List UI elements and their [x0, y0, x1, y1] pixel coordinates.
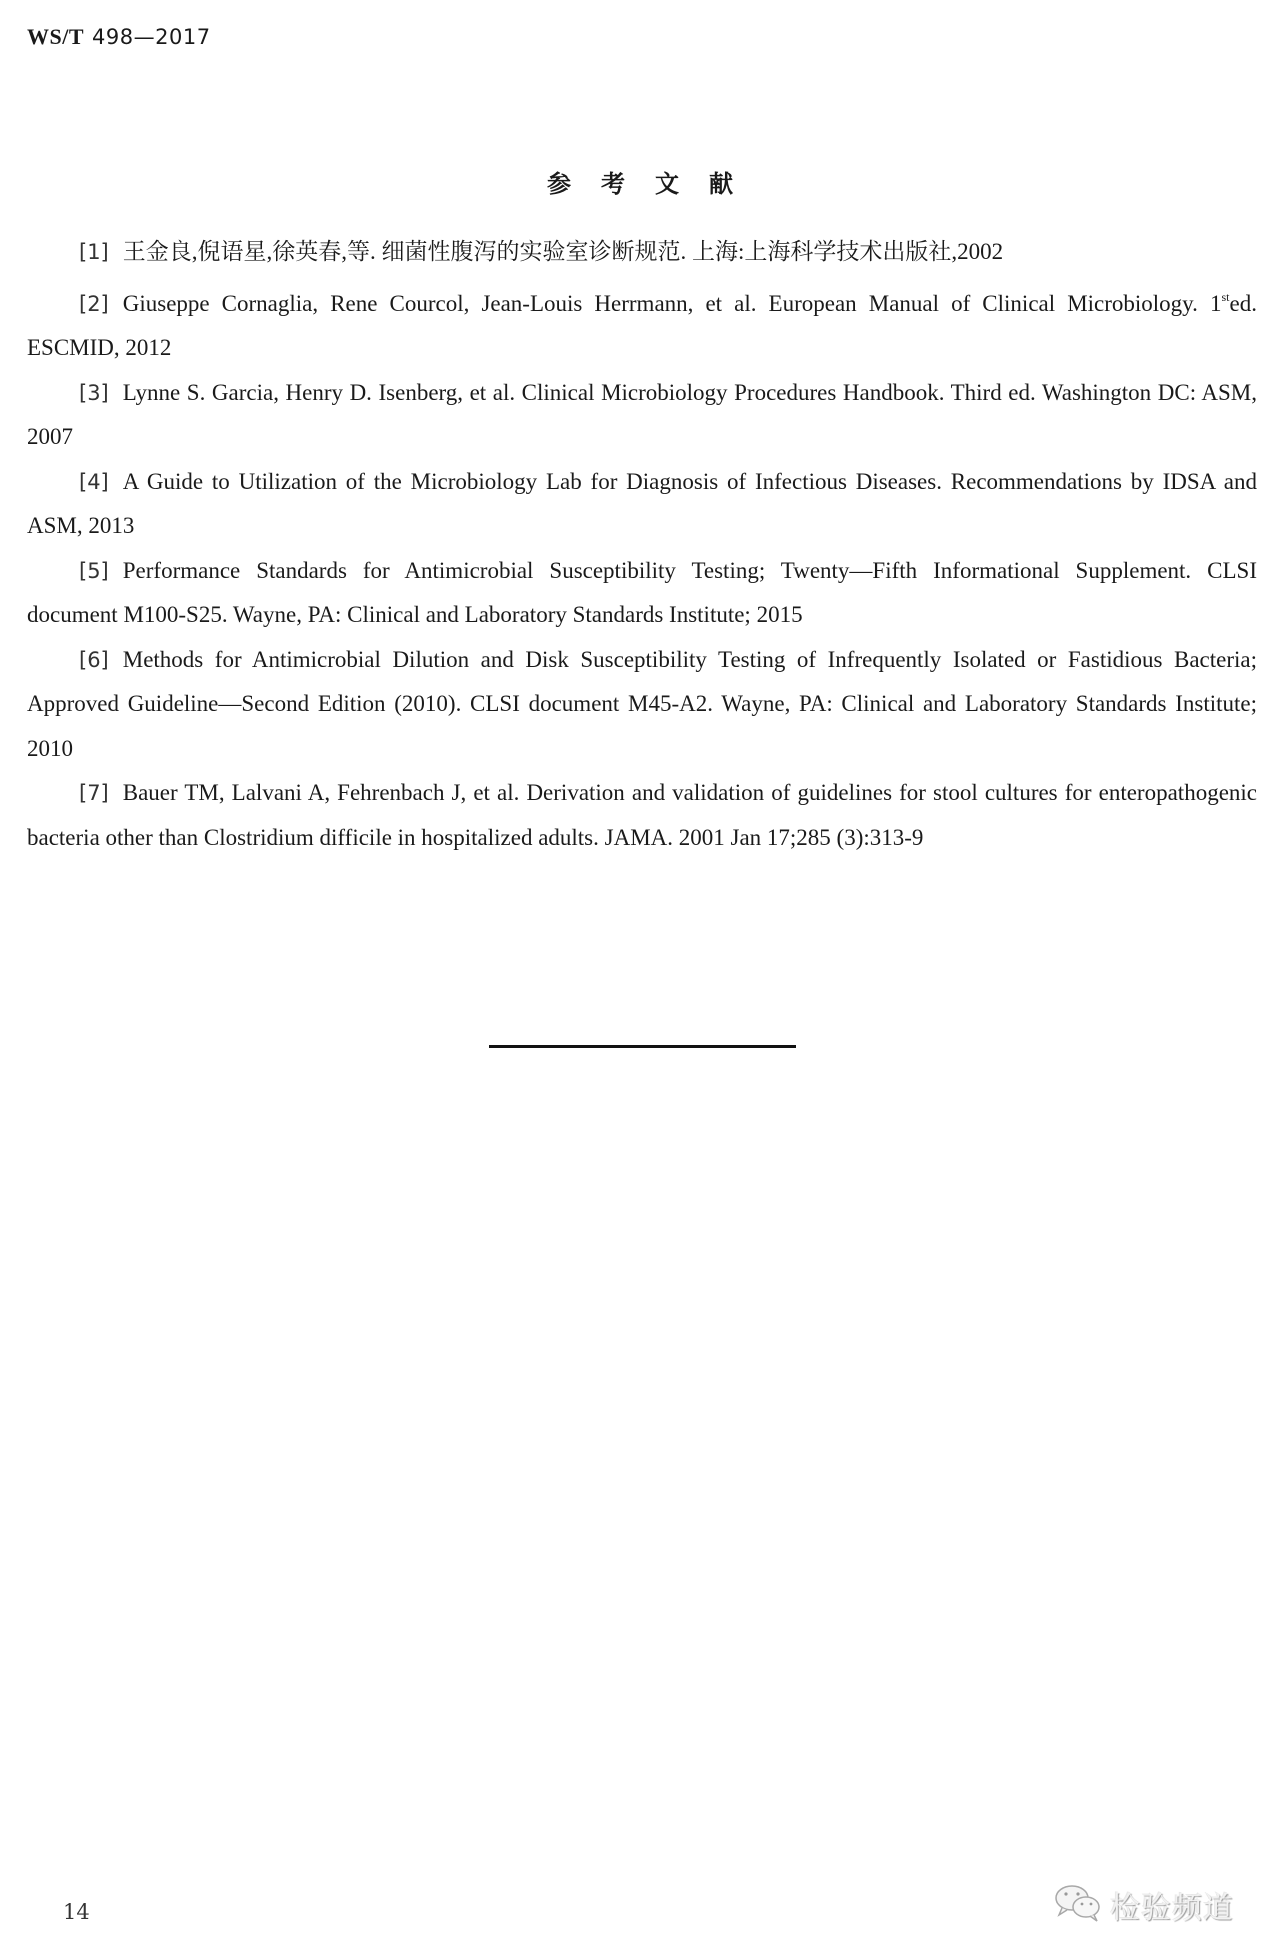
- reference-text: 王金良,倪语星,徐英春,等. 细菌性腹泻的实验室诊断规范. 上海:上海科学技术出版社,2002: [122, 239, 1004, 264]
- page-number: 14: [63, 1900, 90, 1924]
- reference-item: [27, 638, 1257, 772]
- reference-text: Giuseppe Cornaglia, Rene Courcol, Jean-Louis Herrmann, et al. European Manual of Clinical Microbiology. 1: [122, 290, 1222, 316]
- reference-text: Lynne S. Garcia, Henry D. Isenberg, et al. Clinical Microbiology Procedures Handbook. Third ed. Washington DC: ASM, 2007: [27, 379, 1257, 449]
- reference-label: [7]: [79, 781, 109, 805]
- standard-number: 498—2017: [92, 25, 211, 49]
- reference-label: [5]: [79, 558, 109, 583]
- reference-item: [27, 460, 1257, 549]
- reference-text: Performance Standards for Antimicrobial Susceptibility Testing; Twenty—Fifth Informational Supplement. CLSI document M100-S25. Wayne, PA: Clinical and Laboratory Standards Institute; 2015: [27, 557, 1257, 627]
- reference-item: [27, 275, 1257, 371]
- standard-code: [27, 24, 211, 50]
- watermark: [1052, 1882, 1234, 1927]
- reference-text: A Guide to Utilization of the Microbiology Lab for Diagnosis of Infectious Diseases. Recommendations by IDSA and ASM, 2013: [27, 468, 1257, 538]
- reference-item: [27, 771, 1257, 860]
- standard-prefix: WS/T: [27, 24, 85, 49]
- reference-label: [2]: [79, 291, 109, 316]
- reference-text: Methods for Antimicrobial Dilution and Disk Susceptibility Testing of Infrequently Isolated or Fastidious Bacteria; Approved Guideline—Second Edition (2010). CLSI document M45-A2. Wayne, PA: Clinical and Laboratory Standards Institute; 2010: [27, 646, 1257, 761]
- reference-item: [27, 371, 1257, 460]
- reference-item: [27, 549, 1257, 638]
- reference-text: Bauer TM, Lalvani A, Fehrenbach J, et al. Derivation and validation of guidelines for stool cultures for enteropathogenic bacteria other than Clostridium difficile in hospitalized adults. JAMA. 2001 Jan 17;285 (3):313-9: [27, 780, 1257, 850]
- wechat-icon: [1052, 1882, 1104, 1927]
- watermark-text: 检验频道: [1110, 1890, 1234, 1926]
- reference-label: [3]: [79, 380, 109, 405]
- reference-label: [1]: [79, 240, 109, 264]
- reference-list: [27, 230, 1257, 860]
- reference-label: [4]: [79, 469, 109, 494]
- section-title: 参考文献: [547, 170, 763, 198]
- end-rule-divider: [489, 1045, 796, 1048]
- reference-superscript: st: [1221, 289, 1230, 304]
- reference-label: [6]: [79, 647, 109, 672]
- reference-item: [27, 230, 1257, 275]
- reference-text-continued: ed. ESCMID, 2012: [27, 290, 1257, 360]
